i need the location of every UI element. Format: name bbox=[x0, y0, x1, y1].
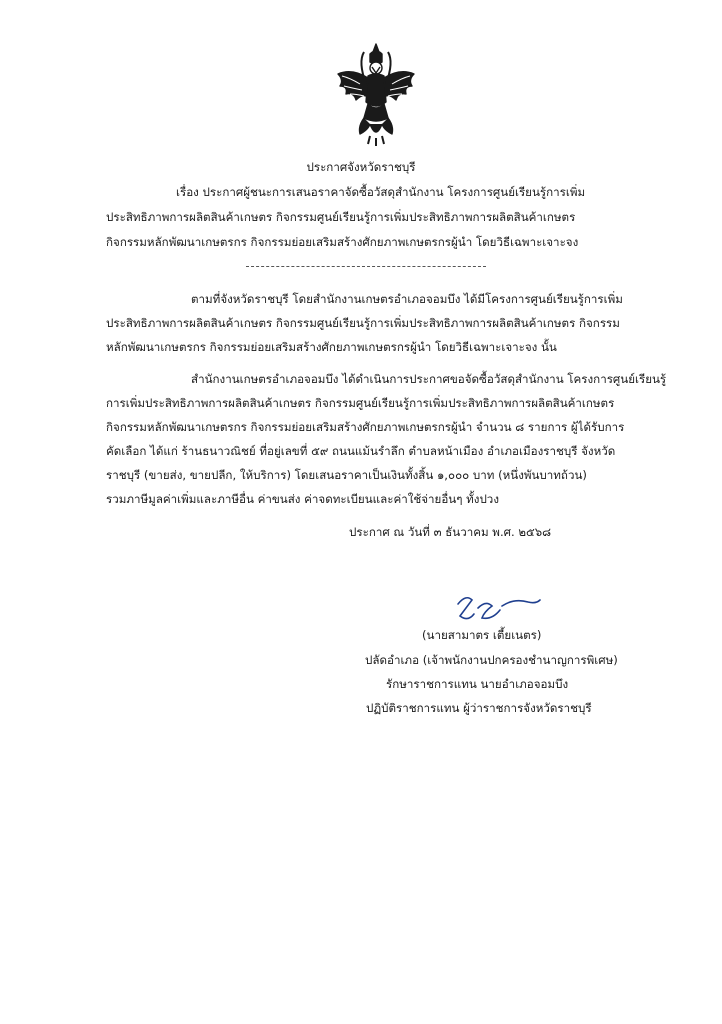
paragraph-1-line-2: ประสิทธิภาพการผลิตสินค้าเกษตร กิจกรรมศูนย์เรียนรู้การเพิ่มประสิทธิภาพการผลิตสินค้าเกษตร กิจกรรม bbox=[106, 316, 620, 330]
garuda-emblem-icon bbox=[330, 40, 422, 150]
signatory-position-3: ปฏิบัติราชการแทน ผู้ว่าราชการจังหวัดราชบุรี bbox=[366, 701, 592, 715]
subject-line-2: ประสิทธิภาพการผลิตสินค้าเกษตร กิจกรรมศูนย์เรียนรู้การเพิ่มประสิทธิภาพการผลิตสินค้าเกษตร bbox=[106, 210, 576, 224]
subject-line-3: กิจกรรมหลักพัฒนาเกษตรกร กิจกรรมย่อยเสริมสร้างศักยภาพเกษตรกรผู้นำ โดยวิธีเฉพาะเจาะจง bbox=[106, 235, 579, 249]
paragraph-2-line-5: ราชบุรี (ขายส่ง, ขายปลีก, ให้บริการ) โดยเสนอราคาเป็นเงินทั้งสิ้น ๑,๐๐๐ บาท (หนึ่งพันบาทถ้วน) bbox=[106, 468, 587, 482]
signatory-position-1: ปลัดอำเภอ (เจ้าพนักงานปกครองชำนาญการพิเศษ) bbox=[365, 653, 618, 667]
signature-image bbox=[452, 590, 542, 630]
paragraph-2-line-4: คัดเลือก ได้แก่ ร้านธนาวณิชย์ ที่อยู่เลขที่ ๕๙ ถนนแม้นรำลึก ตำบลหน้าเมือง อำเภอเมืองราชบุรี จังหวัด bbox=[106, 444, 616, 458]
paragraph-2-line-1: สำนักงานเกษตรอำเภอจอมบึง ได้ดำเนินการประกาศขอจัดซื้อวัสดุสำนักงาน โครงการศูนย์เรียนรู้ bbox=[191, 372, 667, 386]
subject-line-1: เรื่อง ประกาศผู้ชนะการเสนอราคาจัดซื้อวัสดุสำนักงาน โครงการศูนย์เรียนรู้การเพิ่ม bbox=[176, 185, 586, 199]
paragraph-2-line-6: รวมภาษีมูลค่าเพิ่มและภาษีอื่น ค่าขนส่ง ค่าจดทะเบียนและค่าใช้จ่ายอื่นๆ ทั้งปวง bbox=[106, 492, 499, 506]
signatory-position-2: รักษาราชการแทน นายอำเภอจอมบึง bbox=[386, 677, 569, 691]
subject-separator bbox=[246, 266, 486, 267]
document-title: ประกาศจังหวัดราชบุรี bbox=[306, 160, 416, 174]
paragraph-1-line-1: ตามที่จังหวัดราชบุรี โดยสำนักงานเกษตรอำเภอจอมบึง ได้มีโครงการศูนย์เรียนรู้การเพิ่ม bbox=[191, 292, 623, 306]
paragraph-1-line-3: หลักพัฒนาเกษตรกร กิจกรรมย่อยเสริมสร้างศักยภาพเกษตรกรผู้นำ โดยวิธีเฉพาะเจาะจง นั้น bbox=[106, 340, 557, 354]
paragraph-2-line-3: กิจกรรมหลักพัฒนาเกษตรกร กิจกรรมย่อยเสริมสร้างศักยภาพเกษตรกรผู้นำ จำนวน ๘ รายการ ผู้ได้รับการ bbox=[106, 420, 625, 434]
paragraph-2-line-2: การเพิ่มประสิทธิภาพการผลิตสินค้าเกษตร กิจกรรมศูนย์เรียนรู้การเพิ่มประสิทธิภาพการผลิตสินค้าเกษตร bbox=[106, 396, 615, 410]
announce-date: ประกาศ ณ วันที่ ๓ ธันวาคม พ.ศ. ๒๕๖๘ bbox=[349, 525, 552, 539]
signatory-name: (นายสามาตร เตี้ยเนตร) bbox=[422, 628, 542, 642]
